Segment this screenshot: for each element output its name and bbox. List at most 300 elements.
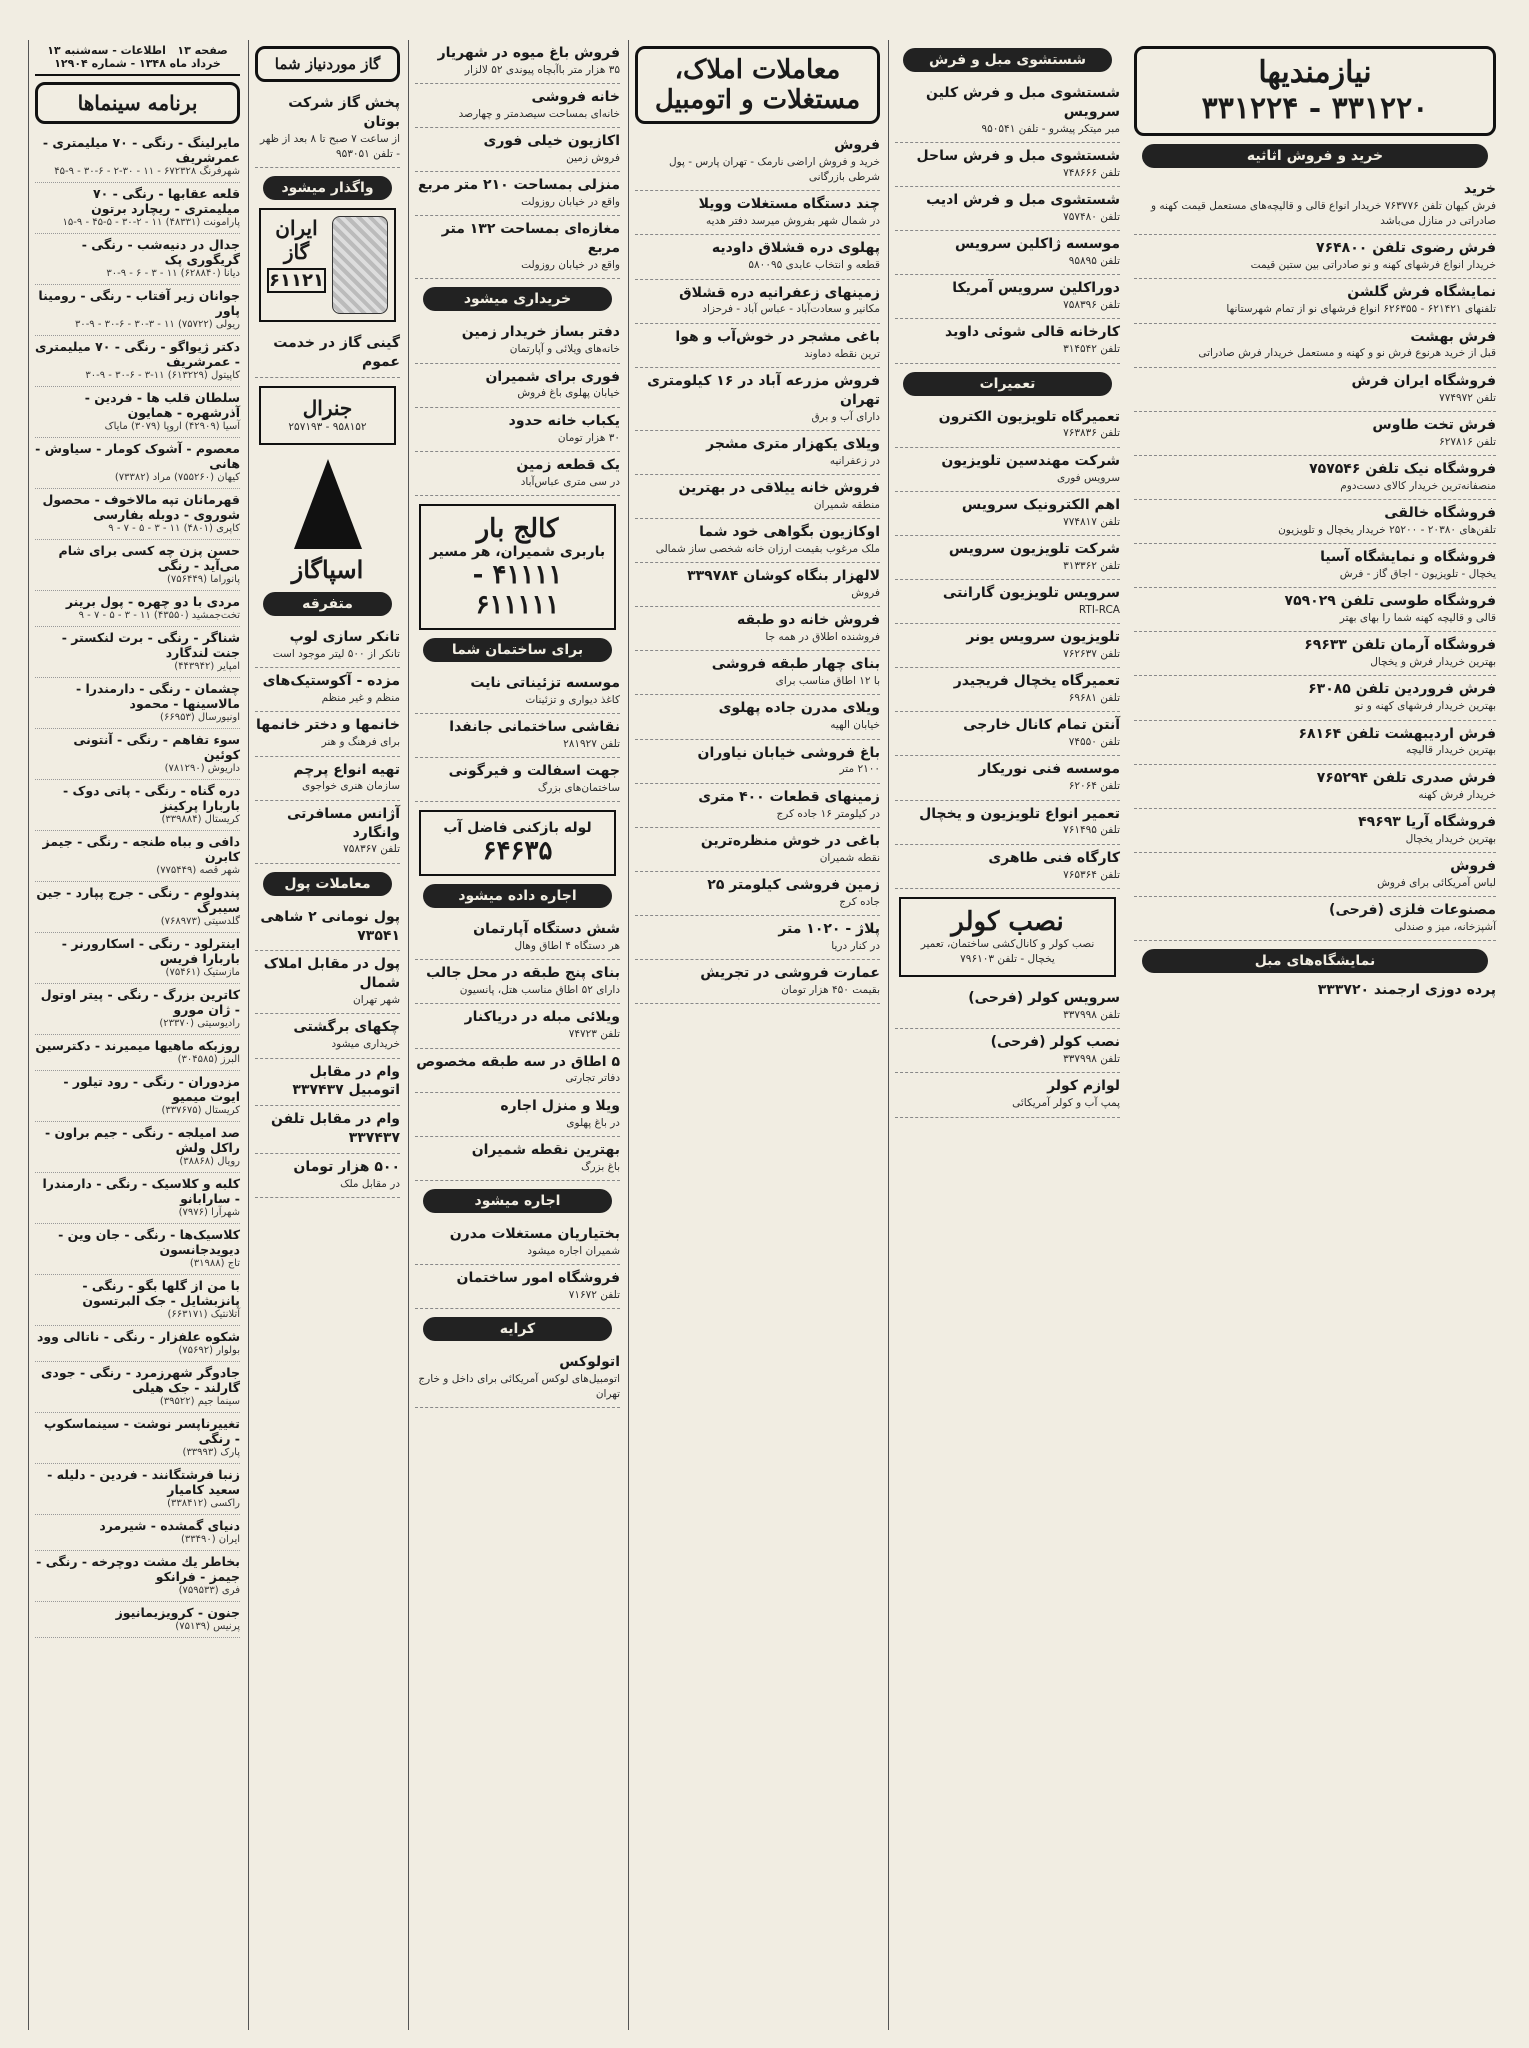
ad-body: خرید و فروش اراضی نارمک - تهران پارس - پول شرطی بازرگانی [668,155,880,184]
cargo-ad-title: کالج بار [476,513,559,544]
cinema-listing [35,1035,240,1071]
ad-body: قطعه و انتخاب عابدی ۵۸۰۰۹۵ [748,259,880,272]
classified-ad [1134,588,1496,632]
ad-body: تلفن ۷۴۸۶۶۶ [1063,166,1120,179]
cinema-film-title: معصوم - آشوک کومار - سیاوش - هانی [35,441,240,471]
butane-ad-body: از ساعت ۷ صبح تا ۸ بعد از ظهر - تلفن ۹۵۳۰۵۱ [259,132,400,160]
ad-body: فروشنده اطلاق در همه جا [765,631,880,644]
ad-body: جاده کرج [839,895,880,908]
butane-ad [255,90,400,168]
ad-body: دارای ۵۲ اطاق مناسب هتل، پانسیون [459,984,620,997]
ad-body: ملک مرغوب بقیمت ارزان خانه شخصی ساز شمالی [655,542,880,555]
ad-body: تلفن ۹۵۸۹۵ [1068,255,1120,268]
cinema-showtimes: شهرآرا (۷۹۷۶) [178,1207,240,1218]
ad-body: پمپ آب و کولر آمریکائی [1012,1097,1120,1110]
ad-body: بهترین خریدار قالیچه [1405,744,1496,757]
ad-title: فروشگاه ایران فرش [1351,372,1496,389]
ad-body: ساختمان‌های بزرگ [537,781,620,794]
rental-car-ad [415,1349,620,1408]
classified-ad [255,757,400,801]
ad-title: اوکازیون بگواهی خود شما [699,523,880,540]
ad-body: تلفن ۶۲۰۶۴ [1068,780,1120,793]
section-misc: متفرقه [263,592,392,616]
ad-title: زمینهای زعفرانیه دره قشلاق [679,284,880,301]
cinema-listing [35,984,240,1035]
classified-ad [635,368,880,431]
column-property-rent [408,40,626,2030]
classified-ad [895,492,1120,536]
ad-body: خریدار فرش کهنه [1418,788,1496,801]
cinema-showtimes: فری (۷۵۹۵۳۳) [178,1585,240,1596]
classified-ad [415,758,620,802]
ad-body: واقع در خیابان روزولت [521,196,620,209]
cinema-listing [35,132,240,183]
ad-body: تلفن‌های ۲۰۳۸۰ - ۲۵۲۰۰ خریدار یخچال و تلویزیون [1278,523,1496,536]
classified-ad [895,187,1120,231]
ad-title: لالهزار بنگاه کوشان ۳۳۹۷۸۴ [687,568,880,585]
ad-body: خریداری میشود [331,1038,400,1051]
footer-ad: پرده دوزی ارجمند ۳۳۳۷۲۰ [1317,982,1496,999]
ad-title: شش دستگاه آپارتمان [473,921,620,938]
col2-ad-list-1 [895,80,1120,364]
cinema-film-title: جادوگر شهرزمرد - رنگی - جودی گارلند - جک هیلی [40,1365,240,1395]
cinema-showtimes: رویال (۳۸۸۶۸) [179,1156,240,1167]
ad-body: تلفن ۳۱۴۵۴۲ [1063,343,1120,356]
ad-title: یک قطعه زمین [516,456,620,473]
classified-ad [895,1029,1120,1073]
cinema-showtimes: گلدسیتی (۷۶۸۹۷۳) [160,916,240,927]
col4-ad-list-build [415,670,620,802]
ad-body: بهترین خریدار فرشهای کهنه و نو [1355,700,1496,713]
ad-title: شستشوی مبل و فرش کلین سرویس [925,85,1120,120]
cinema-film-title: جوانان زیر آفتاب - رنگی - رومینا پاور [38,288,240,318]
classified-ad [895,801,1120,845]
ad-title: فروشگاه نیک تلفن ۷۵۷۵۴۶ [1309,460,1496,477]
section-rented: اجاره میشود [423,1189,612,1213]
cinema-showtimes: تخت‌جمشید (۴۳۵۵۰) ۱۱ - ۳ - ۵ - ۷ - ۹ [78,610,240,621]
ad-body: در کنار دریا [831,939,880,952]
classified-ad [895,845,1120,889]
cinema-film-title: مایرلینگ - رنگی - ۷۰ میلیمتری - عمرشریف [42,135,240,165]
ad-title: لوازم کولر [1047,1078,1120,1095]
cinema-showtimes: راکسی (۳۳۸۴۱۲) [167,1498,240,1509]
ad-title: فرش بهشت [1410,328,1496,345]
cinema-listing [35,336,240,387]
classified-ad [1134,279,1496,323]
cinema-film-title: مردی با دو چهره - پول برینر [65,594,240,609]
ad-title: فروشگاه و نمایشگاه آسیا [1320,549,1496,566]
col3-ad-list [635,132,880,1004]
classified-ad [895,231,1120,275]
ad-body: تلفن ۷۶۲۶۳۷ [1063,647,1120,660]
cinema-showtimes: پارک (۳۳۹۹۳) [182,1447,240,1458]
logo-name: اسپاگاز [291,555,364,585]
ad-body: ترین نقطه دماوند [804,347,880,360]
ad-title: تلویزیون سرویس یونر [966,629,1120,646]
ad-title: موسسه فنی نوریکار [978,761,1120,778]
cinema-film-title: اینترلود - رنگی - اسکارورنر - باربارا فریس [61,936,240,966]
cinema-film-title: زنبا فرشتگانند - فردین - دلیله - سعید کامیار [47,1467,240,1497]
ad-body: تلفن ۷۴۷۲۳ [568,1028,620,1041]
section-for-rent: اجاره داده میشود [423,884,612,908]
ad-title: فروشگاه خالقی [1384,504,1496,521]
ad-body: تانکر از ۵۰۰ لیتر موجود است [272,648,400,661]
ad-title: پول نومانی ۲ شاهی ۷۳۵۴۱ [260,908,400,944]
classified-ad [635,519,880,563]
classified-ad [255,712,400,756]
col5-ad-list-money [255,904,400,1199]
cinema-film-title: دکتر ژیواگو - رنگی - ۷۰ میلیمتری - عمرشریف [34,339,240,369]
classified-ad [895,985,1120,1029]
cinema-listing [35,678,240,729]
gini-gas-title: گینی گاز در خدمت عموم [273,335,400,371]
cinema-listing [35,1275,240,1326]
cinema-showtimes: آتلانتیک (۶۶۳۱۷۱) [167,1309,240,1320]
ad-body: برای فرهنگ و هنر [321,736,400,749]
cinema-showtimes: شهرفرنگ ۶۷۲۳۲۸ - ۱۱ - ۳۰-۲ - ۶-۳۰ - ۹-۴۵ [54,166,240,177]
ad-title: وام در مقابل تلفن ۳۳۷۴۳۷ [270,1111,400,1147]
ad-title: خانه فروشی [531,89,620,106]
ad-title: فرش رضوی تلفن ۷۶۴۸۰۰ [1316,240,1496,257]
ad-body: خیابان الهیه [830,719,880,732]
ad-body: با ۱۲ اطاق مناسب برای [775,675,880,688]
cinema-film-title: پندولوم - رنگی - جرج پپارد - جین سیبرگ [36,885,240,915]
section-transfer: واگذار میشود [263,176,392,200]
classified-ad [1134,853,1496,897]
ad-title: ویلای یکهزار متری مشجر [706,435,880,452]
ad-title: فروشگاه آرمان تلفن ۶۹۶۳۳ [1304,637,1496,654]
ad-title: منزلی بمساحت ۲۱۰ متر مربع [417,177,620,194]
classified-ad [415,1137,620,1181]
cinema-listing [35,489,240,540]
general-gas-name: جنرال [302,396,353,420]
classified-ad [895,1073,1120,1117]
newspaper-page [28,40,1502,2030]
ad-title: چکهای برگشتی [293,1019,400,1036]
classified-ad [415,960,620,1004]
cinema-listing [35,183,240,234]
header-banner [1134,46,1496,136]
ad-body: واقع در خیابان روزولت [521,259,620,272]
cinema-film-title: روزبکه ماهیها میمیرند - دکترسین [35,1038,240,1053]
ad-title: فروش خانه دو طبقه [737,612,880,629]
column-gas-misc [248,40,406,2030]
classified-ad [635,651,880,695]
cinema-listing [35,831,240,882]
cinema-listing [35,1071,240,1122]
cinema-showtimes: آسیا (۴۲۹۰۹) اروپا (۳۰۷۹) مایاک [104,421,240,432]
cinema-banner: برنامه سینماها [35,82,240,124]
ad-body: در سی متری عباس‌آباد [520,475,620,488]
ad-body: قبل از خرید هرنوع فرش نو و کهنه و مستعمل خریدار فرش صادراتی [1198,347,1496,360]
classified-ad [635,280,880,324]
cinema-film-title: چشمان - رنگی - دارمندرا - مالاسینها - محمود [75,681,240,711]
classified-ad [1134,235,1496,279]
section-cleaning: شستشوی مبل و فرش [903,48,1112,72]
classified-ad [635,191,880,235]
ad-body: در زعفرانیه [829,454,880,467]
cinema-film-title: با من از گلها بگو - رنگی - پانزبشایل - جک البرتسون [82,1278,240,1308]
cinema-listing [35,933,240,984]
cinema-showtimes: مازستیک (۷۵۴۶۱) [165,967,240,978]
ad-body: تلفن ۳۱۳۳۶۲ [1063,559,1120,572]
cinema-showtimes: امپایر (۴۴۳۹۴۲) [174,661,240,672]
header-phone: ۳۳۱۲۲۰ - ۳۳۱۲۲۴ [1201,91,1429,126]
classified-ad [635,235,880,279]
ad-title: مزده - آکوستیک‌های [262,673,400,690]
section-buy-sell-furniture: خرید و فروش اثاثیه [1142,144,1488,168]
column-cleaning-repairs [888,40,1126,2030]
ad-title: نمایشگاه فرش گلشن [1347,284,1496,301]
ad-body: تلفن ۷۷۴۸۱۷ [1063,515,1120,528]
cinema-showtimes: کریستال (۳۳۹۸۸۴) [161,814,240,825]
cinema-list [35,132,240,1638]
ad-title: پهلوی دره قشلاق داودیه [711,240,880,257]
ad-title: پلاژ - ۱۰۲۰ متر [778,920,880,937]
ad-title: عمارت فروشی در تجریش [700,965,880,982]
ad-body: تلفن ۷۱۶۷۲ [568,1288,620,1301]
classified-ad [415,1221,620,1265]
classified-ad [1134,412,1496,456]
col4-ad-list-top [415,40,620,279]
ad-title: بختیاریان مستغلات مدرن [449,1225,620,1242]
ad-body: تلفن ۶۹۶۸۱ [1068,692,1120,705]
cinema-listing [35,387,240,438]
ad-title: فرش تخت طاوس [1372,416,1496,433]
ad-body: کاغذ دیواری و تزئینات [525,693,620,706]
ad-title: ویلائی مبله در دریاکنار [464,1009,620,1026]
ad-body: RTI-RCA [1078,603,1120,616]
cinema-film-title: کلبه و کلاسیک - رنگی - دارمندرا - سارابانو [42,1176,240,1206]
cinema-film-title: کلاسیک‌ها - رنگی - جان وین - دیویدجانسون [58,1227,240,1257]
classified-ad [415,452,620,496]
ad-body: شهر تهران [353,994,400,1007]
ad-body: شمیران اجاره میشود [527,1244,620,1257]
ad-title: زمینهای قطعات ۴۰۰ متری [698,788,880,805]
classified-ad [635,740,880,784]
ad-body: هر دستگاه ۴ اطاق وهال [514,940,620,953]
iran-gas-ad [259,208,396,322]
column-classifieds-furniture [1128,40,1502,2030]
classified-ad [1134,500,1496,544]
classified-ad [895,668,1120,712]
cinema-film-title: جدال در دنیه‌شب - رنگی - گریگوری پک [81,237,240,267]
iran-gas-phone: ۶۱۱۲۱ [269,270,324,292]
ad-body: بهترین خریدار فرش و یخچال [1370,656,1496,669]
cinema-showtimes: داریوش (۷۸۱۲۹۰) [164,763,240,774]
cinema-film-title: دنیای گمشده - شیرمرد [99,1518,240,1533]
ad-title: سرویس کولر (فرحی) [968,990,1120,1007]
ad-title: کارخانه قالی شوئی داوید [944,324,1120,341]
classified-ad [635,324,880,368]
classified-ad [415,1265,620,1309]
ad-title: شستشوی مبل و فرش ساحل [916,148,1120,164]
ad-title: فروش خانه ییلاقی در بهترین [678,479,880,496]
masthead-page: صفحه ۱۳ [177,44,228,57]
ad-body: تلفن ۷۵۷۴۸۰ [1063,211,1120,223]
cargo-ad [419,504,616,630]
col5-ad-list-misc [255,624,400,863]
header-title: نیازمندیها [1258,55,1372,90]
cooler-ad-title: نصب کولر [951,906,1064,937]
column-cinema [28,40,246,2030]
cinema-listing [35,540,240,591]
iran-gas-name: ایران گاز [275,216,318,265]
cinema-showtimes: بولوار (۷۵۶۹۲) [178,1345,240,1356]
classified-ad [415,670,620,714]
ad-title: شرکت مهندسین تلویزیون [941,452,1120,469]
cinema-showtimes: سینما جیم (۳۹۵۲۲) [159,1396,240,1407]
pipe-ad [419,810,616,876]
ad-title: فروش [1450,857,1496,874]
cinema-listing [35,234,240,285]
classified-ad [255,1014,400,1058]
cinema-film-title: کاترین بزرگ - رنگی - پیتر اوتول - ژان مورو [40,987,240,1017]
classified-ad [255,1106,400,1154]
classified-ad [895,319,1120,363]
cooler-ad-body: نصب کولر و کانال‌کشی ساختمان، تعمیر یخچال - تلفن ۷۹۶۱۰۳ [920,937,1095,965]
cinema-film-title: دره گناه - رنگی - پاتی دوک - باربارا پرکینز [63,783,240,813]
masthead [35,40,240,76]
real-estate-banner: معاملات املاک، مستغلات و اتومبیل [635,46,880,124]
cinema-showtimes: پرنیس (۷۵۱۳۹) [175,1621,240,1632]
cinema-showtimes: پارامونت (۴۸۳۳۱) ۱۱ - ۲-۳۰ - ۵-۴۵ - ۹-۱۵ [62,217,240,228]
ad-body: یخچال - تلویزیون - اجاق گاز - فرش [1339,567,1496,580]
ad-body: سرویس فوری [1056,471,1120,484]
ad-title: ۵۰۰ هزار تومان [293,1159,400,1176]
ad-body: تلفن ۷۵۸۳۹۶ [1063,299,1120,312]
section-for-your-building: برای ساختمان شما [423,638,612,662]
ad-title: تهیه انواع پرچم [293,761,400,778]
ad-title: تعمیر انواع تلویزیون و یخچال [919,805,1120,822]
ad-body: تلفنهای ۶۲۱۴۲۱ - ۶۲۶۳۵۵ انواع فرشهای نو از تمام شهرستانها [1226,303,1496,316]
ad-title: فروشگاه طوسی تلفن ۷۵۹۰۲۹ [1284,593,1496,610]
cinema-showtimes: تاج (۳۱۹۸۸) [189,1258,240,1269]
ad-body: فروش زمین [566,152,620,165]
ad-body: مبر میتکر پیشرو - تلفن ۹۵۰۵۴۱ [981,122,1120,135]
classified-ad [415,1093,620,1137]
cinema-listing [35,1173,240,1224]
classified-ad [1134,721,1496,765]
cinema-listing [35,627,240,678]
classified-ad [1134,765,1496,809]
classified-ad [415,714,620,758]
ad-body: باغ بزرگ [581,1160,620,1173]
classified-ad [255,904,400,952]
classified-ad [895,580,1120,624]
classified-ad [895,143,1120,187]
ad-title: تانکر سازی لوپ [289,629,400,646]
section-repairs: تعمیرات [903,372,1112,396]
cinema-listing [35,285,240,336]
ad-body: ۲۱۰۰ متر [839,763,880,776]
classified-ad [255,951,400,1014]
cinema-film-title: بخاطر یك مشت دوچرخه - رنگی - جیمز - فرانکو [36,1554,240,1584]
cinema-showtimes: رادیوسیتی (۲۳۳۷۰) [159,1018,240,1029]
classified-ad [895,404,1120,448]
classified-ad [635,607,880,651]
classified-ad [1134,456,1496,500]
ad-title: پول در مقابل املاک شمال [263,956,400,992]
ad-title: موسسه ژاکلین سرویس [955,236,1120,253]
classified-ad [635,695,880,739]
ad-body: خیابان پهلوی باغ فروش [517,387,620,400]
cinema-showtimes: ریولی (۷۵۷۲۲) ۱۱ - ۳-۳۰ - ۶-۳۰ - ۹-۳۰ [74,319,240,330]
ad-body: سازمان هنری خواجوی [302,780,400,793]
ad-body: مکانیر و سعادت‌آباد - عباس آباد - فرحزاد [702,303,880,316]
classified-ad [1134,809,1496,853]
cinema-film-title: حسن پزن چه کسی برای شام می‌آید - رنگی [58,543,240,573]
general-gas-phones: ۹۵۸۱۵۲ - ۲۵۷۱۹۳ [288,421,367,433]
cinema-listing [35,1326,240,1362]
ad-title: تعمیرگاه یخچال فریجیدر [953,673,1120,690]
ad-body: تلفن ۷۶۱۴۹۵ [1063,824,1120,837]
classified-ad [635,784,880,828]
ad-body: قالی و قالیچه کهنه شما را بهای بهتر [1339,612,1496,625]
ad-title: زمین فروشی کیلومتر ۲۵ [707,876,880,893]
ad-title: فروشگاه امور ساختمان [456,1269,620,1286]
ad-title: تعمیرگاه تلویزیون الکترون [938,408,1120,425]
classified-ad [895,275,1120,319]
gas-mascot-illustration [332,216,388,314]
ad-body: لباس آمریکائی برای فروش [1377,876,1496,889]
cinema-showtimes: اونیورسال (۶۶۹۵۳) [160,712,240,723]
ad-title: فروش مزرعه آباد در ۱۶ کیلومتری تهران [647,372,880,408]
ad-title: دفتر بساز خریدار زمین [461,324,620,341]
cinema-film-title: صد امیلجه - رنگی - جیم براون - راکل ولش [44,1125,240,1155]
cinema-listing [35,882,240,933]
cinema-showtimes: کیهان (۷۵۵۲۶۰) مراد (۷۳۳۸۲) [114,472,240,483]
ad-body: منظم و غیر منظم [321,692,400,705]
classified-ad [415,319,620,363]
ad-title: فوری برای شمیران [485,368,620,385]
ad-body: تلفن ۷۷۴۹۷۲ [1439,391,1496,404]
cinema-listing [35,591,240,627]
ad-title: نصب کولر (فرحی) [990,1034,1120,1051]
cinema-showtimes: البرز (۳۰۴۵۸۵) [177,1054,240,1065]
ad-title: سرویس تلویزیون گارانتی [942,584,1120,601]
cinema-listing [35,1464,240,1515]
classified-ad [415,84,620,128]
classified-ad [635,475,880,519]
ad-body: ۳۰ هزار تومان [557,431,620,444]
ad-body: فرش کیهان تلفن ۷۶۳۷۷۶ خریدار انواع قالی و قالیچه‌های مستعمل قیمت کهنه و صادراتی در منازل می‌باشد [1150,199,1496,228]
classified-ad [635,916,880,960]
ad-title: کارگاه فنی طاهری [988,849,1120,866]
ad-title: خانمها و دختر خانمها [256,717,400,734]
cinema-showtimes: شهر قصه (۷۷۵۴۴۹) [156,865,240,876]
col4-ad-list-rented [415,1221,620,1309]
classified-ad [1134,324,1496,368]
classified-ad [255,624,400,668]
classified-ad [255,668,400,712]
classified-ad [415,916,620,960]
ad-title: مصنوعات فلزی (فرحی) [1329,901,1496,918]
ad-body: فروش [851,586,880,599]
ad-title: آژانس مسافرتی وانگارد [286,805,400,841]
ad-title: شستشوی مبل و فرش ادیب [926,192,1120,209]
ad-body: در شمال شهر بفروش میرسد دفتر هدیه [706,215,880,228]
cinema-film-title: قهرمانان تپه مالاخوف - محصول شوروی - دوبله بفارسی [42,492,240,522]
cinema-listing [35,729,240,780]
section-rental-cars: کرایه [423,1317,612,1341]
classified-ad [635,960,880,1004]
col4-ad-list-rent [415,916,620,1181]
classified-ad [635,872,880,916]
gas-banner: گاز موردنیاز شما [255,46,400,82]
ad-title: بنای چهار طبقه فروشی [711,656,880,673]
ad-title: باغی مشجر در خوش‌آب و هوا [675,328,880,345]
